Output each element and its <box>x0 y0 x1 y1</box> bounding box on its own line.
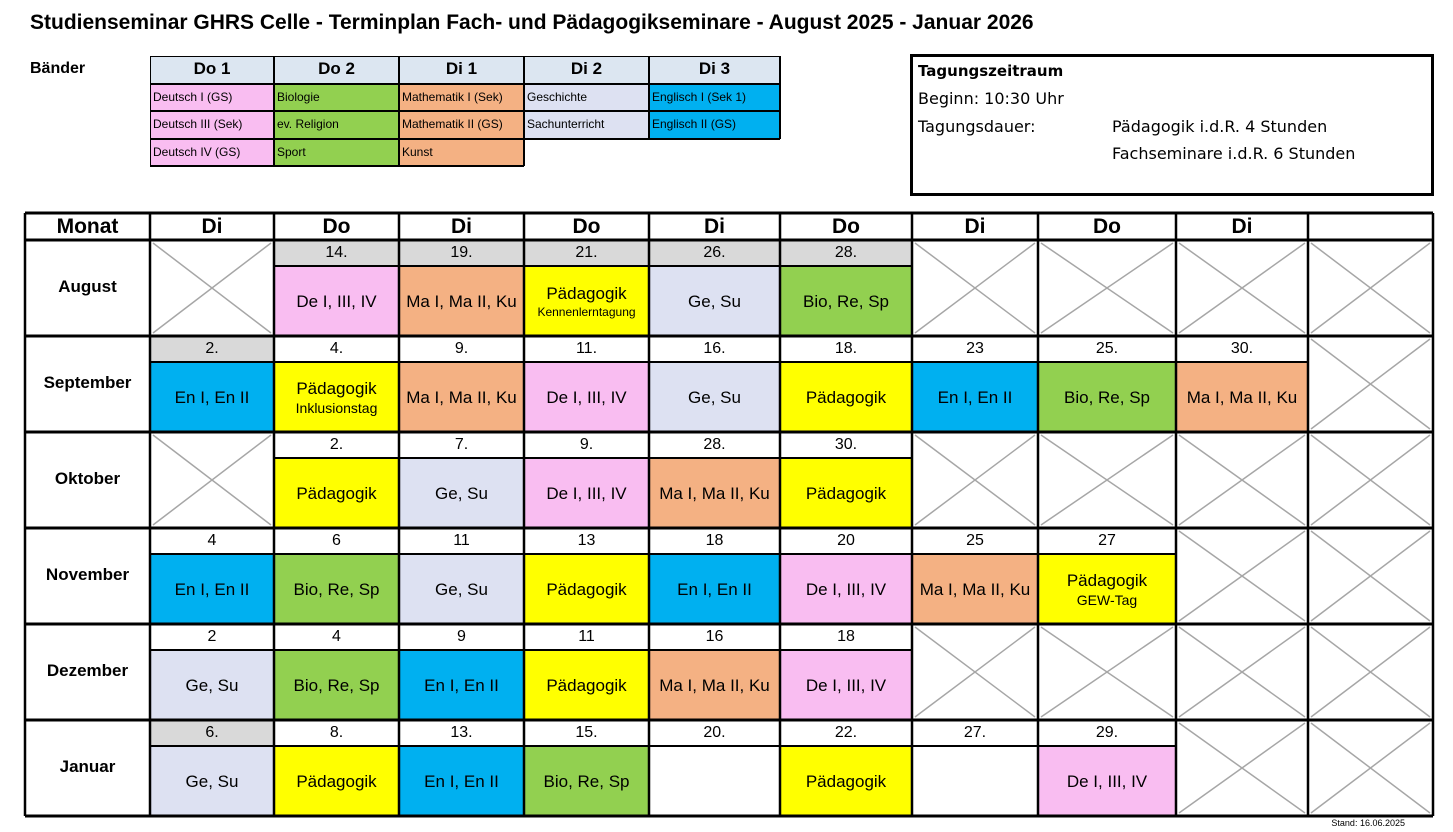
seminar-text: En I, En II <box>424 675 499 695</box>
baender-item: Sachunterricht <box>524 111 649 139</box>
seminar-text: Ge, Su <box>185 771 239 791</box>
baender-border <box>649 110 780 112</box>
baender-head-4: Di 3 <box>649 56 780 84</box>
baender-border <box>150 83 274 85</box>
seminar-cell <box>780 266 912 336</box>
baender-item: Biologie <box>274 84 399 112</box>
seminar-cell <box>1176 362 1308 432</box>
cross-mark <box>153 243 271 333</box>
info-title: Tagungszeitraum <box>918 62 1064 80</box>
seminar-cell <box>780 650 912 720</box>
baender-border <box>399 138 524 140</box>
cross-mark <box>1311 435 1430 525</box>
date-label: 22. <box>834 724 858 741</box>
cross-mark <box>1311 531 1430 621</box>
date-label: 26. <box>649 240 780 266</box>
seminar-text: En I, En II <box>174 387 250 407</box>
seminar-cell <box>524 650 649 720</box>
seminar-text: Pädagogik <box>805 387 887 407</box>
baender-head-3: Di 2 <box>524 56 649 84</box>
seminar-text: De I, III, IV <box>1066 771 1148 791</box>
date-label: 18 <box>837 628 855 645</box>
baender-head-2: Di 1 <box>399 56 524 84</box>
seminar-cell <box>399 650 524 720</box>
baender-border <box>524 83 649 85</box>
info-dauer-fachseminare: Fachseminare i.d.R. 6 Stunden <box>1112 144 1356 163</box>
cross-mark <box>1311 723 1430 813</box>
seminar-cell <box>524 362 649 432</box>
date-label: 23 <box>966 340 984 357</box>
cross-mark <box>1041 435 1173 525</box>
seminar-cell <box>780 554 912 624</box>
cross-mark <box>1311 435 1430 525</box>
cross-mark <box>1179 627 1305 717</box>
header-day: Di <box>201 215 223 238</box>
seminar-text: Bio, Re, Sp <box>293 675 380 695</box>
date-label: 6 <box>332 532 341 549</box>
cross-mark <box>1179 243 1305 333</box>
seminar-cell <box>649 362 780 432</box>
seminar-cell <box>399 458 524 528</box>
header-day: Di <box>704 215 725 238</box>
date-label: 14. <box>274 240 399 266</box>
cross-mark <box>1179 723 1305 813</box>
seminar-cell <box>1038 554 1176 624</box>
header-day: Do <box>572 215 601 238</box>
seminar-cell <box>780 458 912 528</box>
seminar-cell <box>150 554 274 624</box>
baender-head-0: Do 1 <box>150 56 274 84</box>
date-label: 18 <box>705 532 724 549</box>
baender-item: Kunst <box>399 139 524 167</box>
seminar-text: Pädagogik Inklusionstag <box>295 378 378 416</box>
tagungszeitraum-box <box>910 54 1434 196</box>
cross-mark <box>1311 627 1430 717</box>
header-day: Do <box>1093 215 1121 238</box>
seminar-cell <box>1038 362 1176 432</box>
baender-item: Mathematik I (Sek) <box>399 84 524 112</box>
date-label: 25 <box>966 532 984 549</box>
seminar-cell <box>649 650 780 720</box>
date-label: 20 <box>837 532 855 549</box>
baender-border <box>399 56 524 57</box>
seminar-text: Pädagogik <box>546 675 627 695</box>
seminar-text: De I, III, IV <box>296 291 377 311</box>
date-label: 30. <box>1230 340 1254 357</box>
baender-border <box>150 56 274 57</box>
seminar-cell <box>524 746 649 816</box>
header-day: Di <box>964 215 986 238</box>
date-label: 28. <box>780 240 912 266</box>
cross-mark <box>153 243 271 333</box>
seminar-cell <box>399 362 524 432</box>
date-label: 2. <box>329 436 344 453</box>
month-oktober: Oktober <box>54 469 121 488</box>
cross-mark <box>1311 723 1430 813</box>
seminar-text: Ge, Su <box>435 579 488 599</box>
date-label: 18. <box>834 340 858 357</box>
cross-mark <box>915 243 1035 333</box>
baender-border <box>150 165 274 167</box>
seminar-text: De I, III, IV <box>805 579 887 599</box>
seminar-cell <box>649 554 780 624</box>
baender-item: Mathematik II (GS) <box>399 111 524 139</box>
cross-mark <box>1041 627 1173 717</box>
date-label: 16. <box>703 340 726 357</box>
cross-mark <box>1179 723 1305 813</box>
header-day: Di <box>451 215 472 238</box>
seminar-text: En I, En II <box>174 579 250 599</box>
month-september: September <box>43 373 132 392</box>
seminar-text: Pädagogik <box>546 579 627 599</box>
header-day: Do <box>832 215 860 238</box>
date-label: 25. <box>1095 340 1119 357</box>
date-label: 30. <box>834 436 858 453</box>
seminar-text: Ma I, Ma II, Ku <box>659 483 770 503</box>
baender-item: Deutsch I (GS) <box>150 84 274 112</box>
seminar-cell <box>912 746 1038 816</box>
seminar-text: Bio, Re, Sp <box>543 771 630 791</box>
seminar-text: De I, III, IV <box>546 387 627 407</box>
baender-border <box>274 56 399 57</box>
cross-mark <box>915 243 1035 333</box>
baender-border <box>399 110 524 112</box>
date-label: 16 <box>705 628 724 645</box>
cross-mark <box>1041 243 1173 333</box>
date-label: 6. <box>150 720 274 746</box>
date-label: 4. <box>329 340 344 357</box>
seminar-text: Pädagogik <box>296 771 377 791</box>
cross-mark <box>1311 243 1430 333</box>
baender-border <box>524 56 649 57</box>
seminar-text: Ma I, Ma II, Ku <box>406 291 517 311</box>
date-label: 11 <box>578 628 595 645</box>
baender-item: Deutsch IV (GS) <box>150 139 274 167</box>
cross-mark <box>1311 243 1430 333</box>
cross-mark <box>915 627 1035 717</box>
seminar-cell <box>399 266 524 336</box>
cross-mark <box>1311 627 1430 717</box>
baender-border <box>150 110 274 112</box>
baender-border <box>649 138 780 140</box>
date-label: 21. <box>524 240 649 266</box>
month-januar: Januar <box>59 757 116 776</box>
seminar-cell <box>912 554 1038 624</box>
seminar-text: Ge, Su <box>688 387 741 407</box>
baender-head-1: Do 2 <box>274 56 399 84</box>
cross-mark <box>1179 531 1305 621</box>
baender-border <box>399 165 524 167</box>
header-day: Di <box>1231 215 1253 238</box>
seminar-cell <box>150 650 274 720</box>
baender-item: Sport <box>274 139 399 167</box>
seminar-cell <box>649 746 780 816</box>
cross-mark <box>915 627 1035 717</box>
seminar-text: En I, En II <box>677 579 752 599</box>
cross-mark <box>1179 435 1305 525</box>
date-label: 13. <box>450 724 473 741</box>
date-label: 28. <box>703 436 726 453</box>
cross-mark <box>153 435 271 525</box>
seminar-cell <box>274 554 399 624</box>
date-label: 19. <box>399 240 524 266</box>
month-august: August <box>58 277 117 296</box>
cross-mark <box>1311 339 1430 429</box>
seminar-cell <box>274 362 399 432</box>
seminar-cell <box>912 362 1038 432</box>
page-title: Studienseminar GHRS Celle - Terminplan Fach- und Pädagogikseminare - August 2025 - Januar 2026 <box>30 11 1034 34</box>
date-label: 13 <box>577 532 596 549</box>
seminar-text: En I, En II <box>424 771 499 791</box>
seminar-subtext: Inklusionstag <box>295 399 378 416</box>
date-label: 11. <box>575 340 598 357</box>
seminar-text: Pädagogik Kennenlerntagung <box>537 283 636 319</box>
baender-border <box>524 138 649 140</box>
baender-border <box>274 83 399 85</box>
cross-mark <box>1179 627 1305 717</box>
seminar-text: Ma I, Ma II, Ku <box>406 387 517 407</box>
baender-item: Geschichte <box>524 84 649 112</box>
date-label: 9 <box>457 628 466 645</box>
month-november: November <box>45 565 130 584</box>
baender-item: Englisch I (Sek 1) <box>649 84 780 112</box>
seminar-text: Bio, Re, Sp <box>1064 387 1150 407</box>
baender-item: Deutsch III (Sek) <box>150 111 274 139</box>
seminar-text: Bio, Re, Sp <box>803 291 889 311</box>
cross-mark <box>1179 531 1305 621</box>
info-beginn: Beginn: 10:30 Uhr <box>918 89 1064 108</box>
month-dezember: Dezember <box>46 661 129 680</box>
baender-item: ev. Religion <box>274 111 399 139</box>
info-dauer-label: Tagungsdauer: <box>918 117 1036 136</box>
seminar-text: En I, En II <box>937 387 1013 407</box>
cross-mark <box>1311 339 1430 429</box>
cross-mark <box>1041 243 1173 333</box>
seminar-text: Ma I, Ma II, Ku <box>659 675 770 695</box>
date-label: 4 <box>207 532 217 549</box>
date-label: 8. <box>329 724 344 741</box>
seminar-cell <box>274 266 399 336</box>
seminar-cell <box>780 362 912 432</box>
seminar-text: Pädagogik <box>805 483 887 503</box>
date-label: 27. <box>963 724 987 741</box>
baender-border <box>274 138 399 140</box>
seminar-cell <box>780 746 912 816</box>
seminar-cell <box>1038 746 1176 816</box>
baender-item: Englisch II (GS) <box>649 111 780 139</box>
baender-border <box>649 83 780 85</box>
seminar-cell <box>274 650 399 720</box>
baender-border <box>649 56 650 139</box>
cross-mark <box>1311 531 1430 621</box>
seminar-cell <box>274 458 399 528</box>
seminar-text: Ma I, Ma II, Ku <box>919 579 1031 599</box>
header-monat: Monat <box>56 215 119 238</box>
seminar-cell <box>524 458 649 528</box>
seminar-text: Bio, Re, Sp <box>293 579 380 599</box>
date-label: 2. <box>150 336 274 362</box>
seminar-text: De I, III, IV <box>546 483 627 503</box>
stand-date: Stand: 16.06.2025 <box>1331 818 1405 828</box>
cross-mark <box>915 435 1035 525</box>
seminar-cell <box>524 266 649 336</box>
info-dauer-paedagogik: Pädagogik i.d.R. 4 Stunden <box>1112 117 1328 136</box>
date-label: 20. <box>703 724 726 741</box>
cross-mark <box>1179 243 1305 333</box>
baender-border <box>779 56 781 139</box>
seminar-cell <box>274 746 399 816</box>
seminar-text: Ge, Su <box>435 483 488 503</box>
date-label: 11 <box>453 532 470 549</box>
cross-mark <box>1041 435 1173 525</box>
date-label: 2 <box>207 628 217 645</box>
seminar-cell <box>150 362 274 432</box>
seminar-subtext: GEW-Tag <box>1076 591 1138 608</box>
date-label: 15. <box>575 724 598 741</box>
date-label: 9. <box>579 436 594 453</box>
seminar-text: De I, III, IV <box>805 675 887 695</box>
seminar-cell <box>649 266 780 336</box>
seminar-text: Pädagogik <box>296 483 377 503</box>
seminar-cell <box>399 746 524 816</box>
seminar-text: Pädagogik <box>805 771 887 791</box>
seminar-text: Ma I, Ma II, Ku <box>1186 387 1298 407</box>
cross-mark <box>915 435 1035 525</box>
cross-mark <box>153 435 271 525</box>
cross-mark <box>1041 627 1173 717</box>
seminar-cell <box>150 746 274 816</box>
seminar-cell <box>524 554 649 624</box>
baender-border <box>524 110 649 112</box>
date-label: 29. <box>1095 724 1119 741</box>
baender-border <box>274 110 399 112</box>
seminar-text: Pädagogik GEW-Tag <box>1066 570 1148 608</box>
seminar-cell <box>649 458 780 528</box>
baender-border <box>274 165 399 167</box>
baender-border <box>399 83 524 85</box>
baender-label: Bänder <box>30 60 86 77</box>
date-label: 27 <box>1098 532 1116 549</box>
cross-mark <box>1179 435 1305 525</box>
seminar-text: Ge, Su <box>185 675 239 695</box>
seminar-subtext: Kennenlerntagung <box>537 304 636 319</box>
date-label: 4 <box>332 628 341 645</box>
seminar-cell <box>399 554 524 624</box>
baender-border <box>150 138 274 140</box>
date-label: 7. <box>454 436 469 453</box>
date-label: 9. <box>454 340 469 357</box>
header-day: Do <box>322 215 351 238</box>
baender-border <box>524 56 525 139</box>
baender-border <box>649 56 780 57</box>
seminar-text: Ge, Su <box>688 291 741 311</box>
